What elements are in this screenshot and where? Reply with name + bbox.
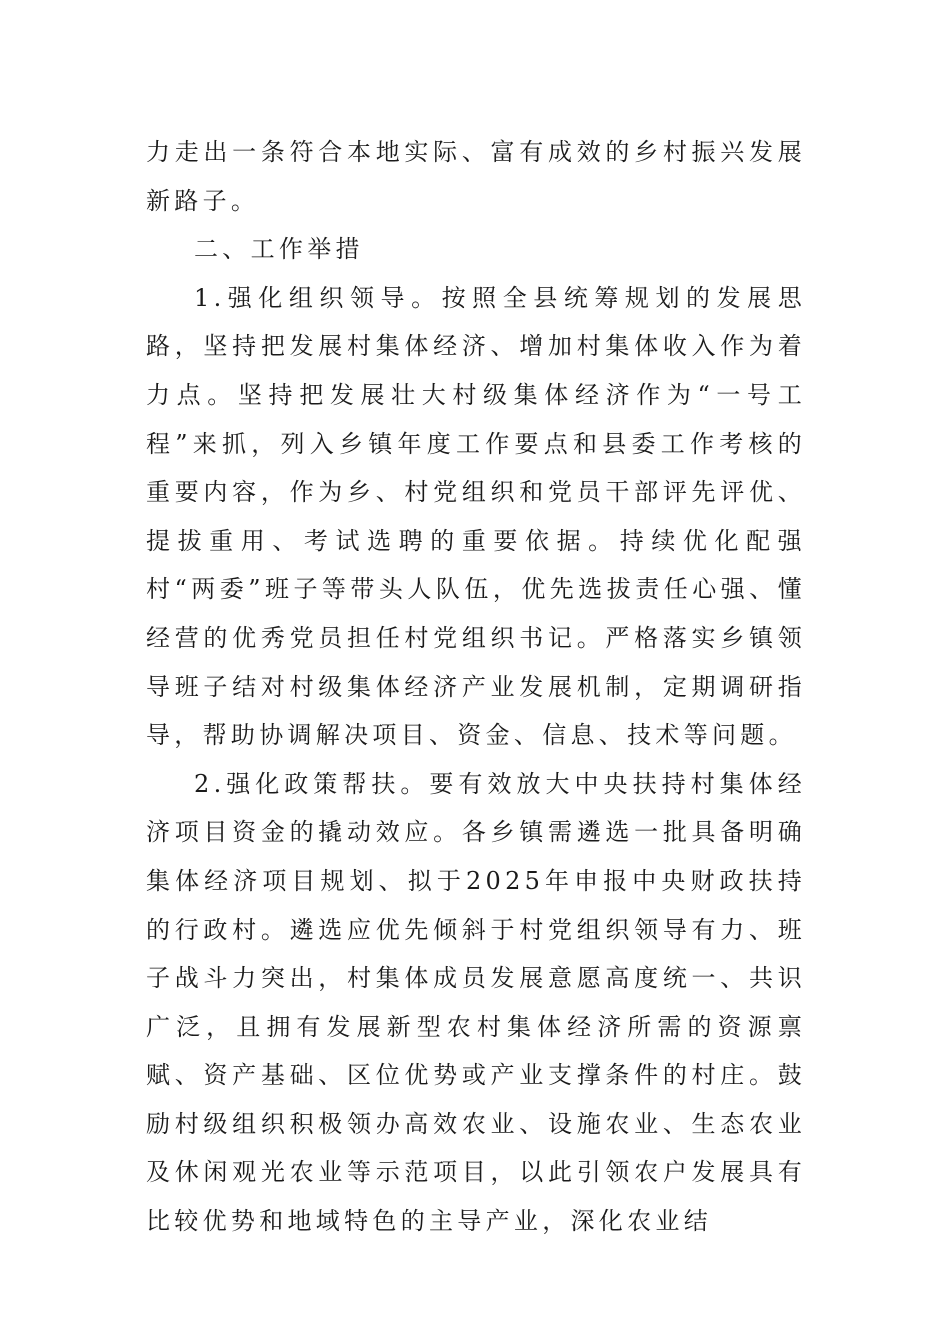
section-heading-work-measures: 二、工作举措: [194, 235, 364, 264]
paragraph-strengthen-policy-support: 2.强化政策帮扶。要有效放大中央扶持村集体经济项目资金的撬动效应。各乡镇需遴选一批具备明确集体经济项目规划、拟于2025年申报中央财政扶持的行政村。遴选应优先倾斜于村党组织领导有力、班子战斗力突出，村集体成员发展意愿高度统一、共识广泛，且拥有发展新型农村集体经济所需的资源禀赋、资产基础、区位优势或产业支撑条件的村庄。鼓励村级组织积极领办高效农业、设施农业、生态农业及休闲观光农业等示范项目，以此引领农户发展具有比较优势和地域特色的主导产业，深化农业结: [146, 769, 806, 1236]
paragraph-strengthen-leadership: 1.强化组织领导。按照全县统筹规划的发展思路，坚持把发展村集体经济、增加村集体收入作为着力点。坚持把发展壮大村级集体经济作为“一号工程”来抓，列入乡镇年度工作要点和县委工作考核的重要内容，作为乡、村党组织和党员干部评先评优、提拔重用、考试选聘的重要依据。持续优化配强村“两委”班子等带头人队伍，优先选拔责任心强、懂经营的优秀党员担任村党组织书记。严格落实乡镇领导班子结对村级集体经济产业发展机制，定期调研指导，帮助协调解决项目、资金、信息、技术等问题。: [146, 283, 806, 750]
document-page: [146, 128, 806, 1246]
paragraph-continuation: 力走出一条符合本地实际、富有成效的乡村振兴发展新路子。: [146, 138, 806, 215]
